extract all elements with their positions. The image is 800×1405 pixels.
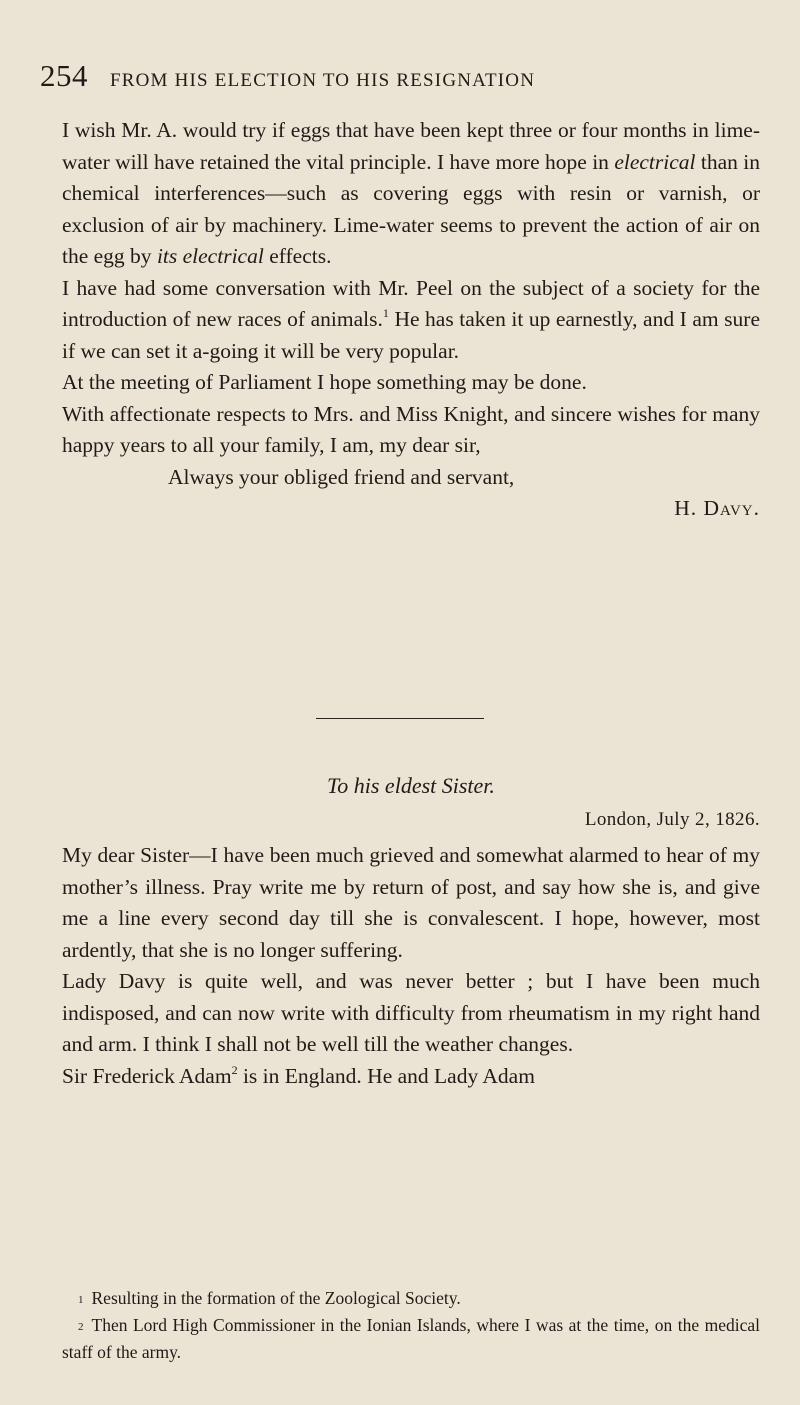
footnote-reference: 2 [231,1062,238,1077]
letter-one-body [62,115,760,525]
text-run: is in England. He and Lady Adam [237,1063,535,1088]
letter-heading: To his eldest Sister. [327,773,495,798]
section-divider [316,718,484,719]
footnote [62,1285,760,1312]
letter-closing: Always your obliged friend and servant, [168,464,515,489]
running-header [40,58,760,102]
paragraph [62,1061,760,1093]
paragraph: With affectionate respects to Mrs. and Miss Knight, and sincere wishes for many happy years to all your family, I am, my dear sir, [62,401,760,457]
text-run: effects. [263,244,332,268]
text-run: Sir Frederick Adam [62,1063,232,1088]
footnote-reference: 1 [382,306,389,320]
footnote-text: Then Lord High Commissioner in the Ionian Islands, where I was at the time, on the medical staff of the army. [62,1315,760,1362]
text-run: He has taken it up earnestly, and I am sure if we can set it a-going it will be very popular. [62,307,760,363]
paragraph: Lady Davy is quite well, and was never better ; but I have been much indisposed, and can now write with difficulty from rheumatism in my right hand and arm. I think I shall not be well till the weather changes. [62,969,760,1056]
paragraph: At the meeting of Parliament I hope something may be done. [62,370,587,394]
text-run: I have had some conversation with Mr. Peel on the subject of a society for the introduction of new races of animals. [62,275,760,331]
italic-text: its electrical [156,244,264,268]
paragraph [62,115,760,273]
running-title: FROM HIS ELECTION TO HIS RESIGNATION [110,70,536,91]
paragraph [62,273,760,368]
page-number: 254 [40,58,88,93]
footnote-number: 1 [78,1294,84,1306]
letter-two-body [62,840,760,1092]
footnote-text: Resulting in the formation of the Zoological Society. [91,1288,461,1308]
signature: H. Davy. [674,496,760,520]
italic-text: electrical [614,149,696,174]
footnote-number: 2 [78,1321,84,1333]
footnote [62,1312,760,1366]
footnotes [62,1285,760,1366]
text-run: I wish Mr. A. would try if eggs that have been kept three or four months in lime-water will have retained the vital principle. I have more hope in [62,118,760,174]
text-run: than in chemical interferences—such as covering eggs with resin or varnish, or exclusion of air by machinery. Lime-water seems to prevent the action of air on the egg by [62,149,761,268]
dateline: London, July 2, 1826. [584,809,760,830]
paragraph: My dear Sister—I have been much grieved and somewhat alarmed to hear of my mother’s illness. Pray write me by return of post, and say how she is, and give me a line every second day till she is convalescent. I hope, however, most ardently, that she is no longer suffering. [62,843,760,962]
